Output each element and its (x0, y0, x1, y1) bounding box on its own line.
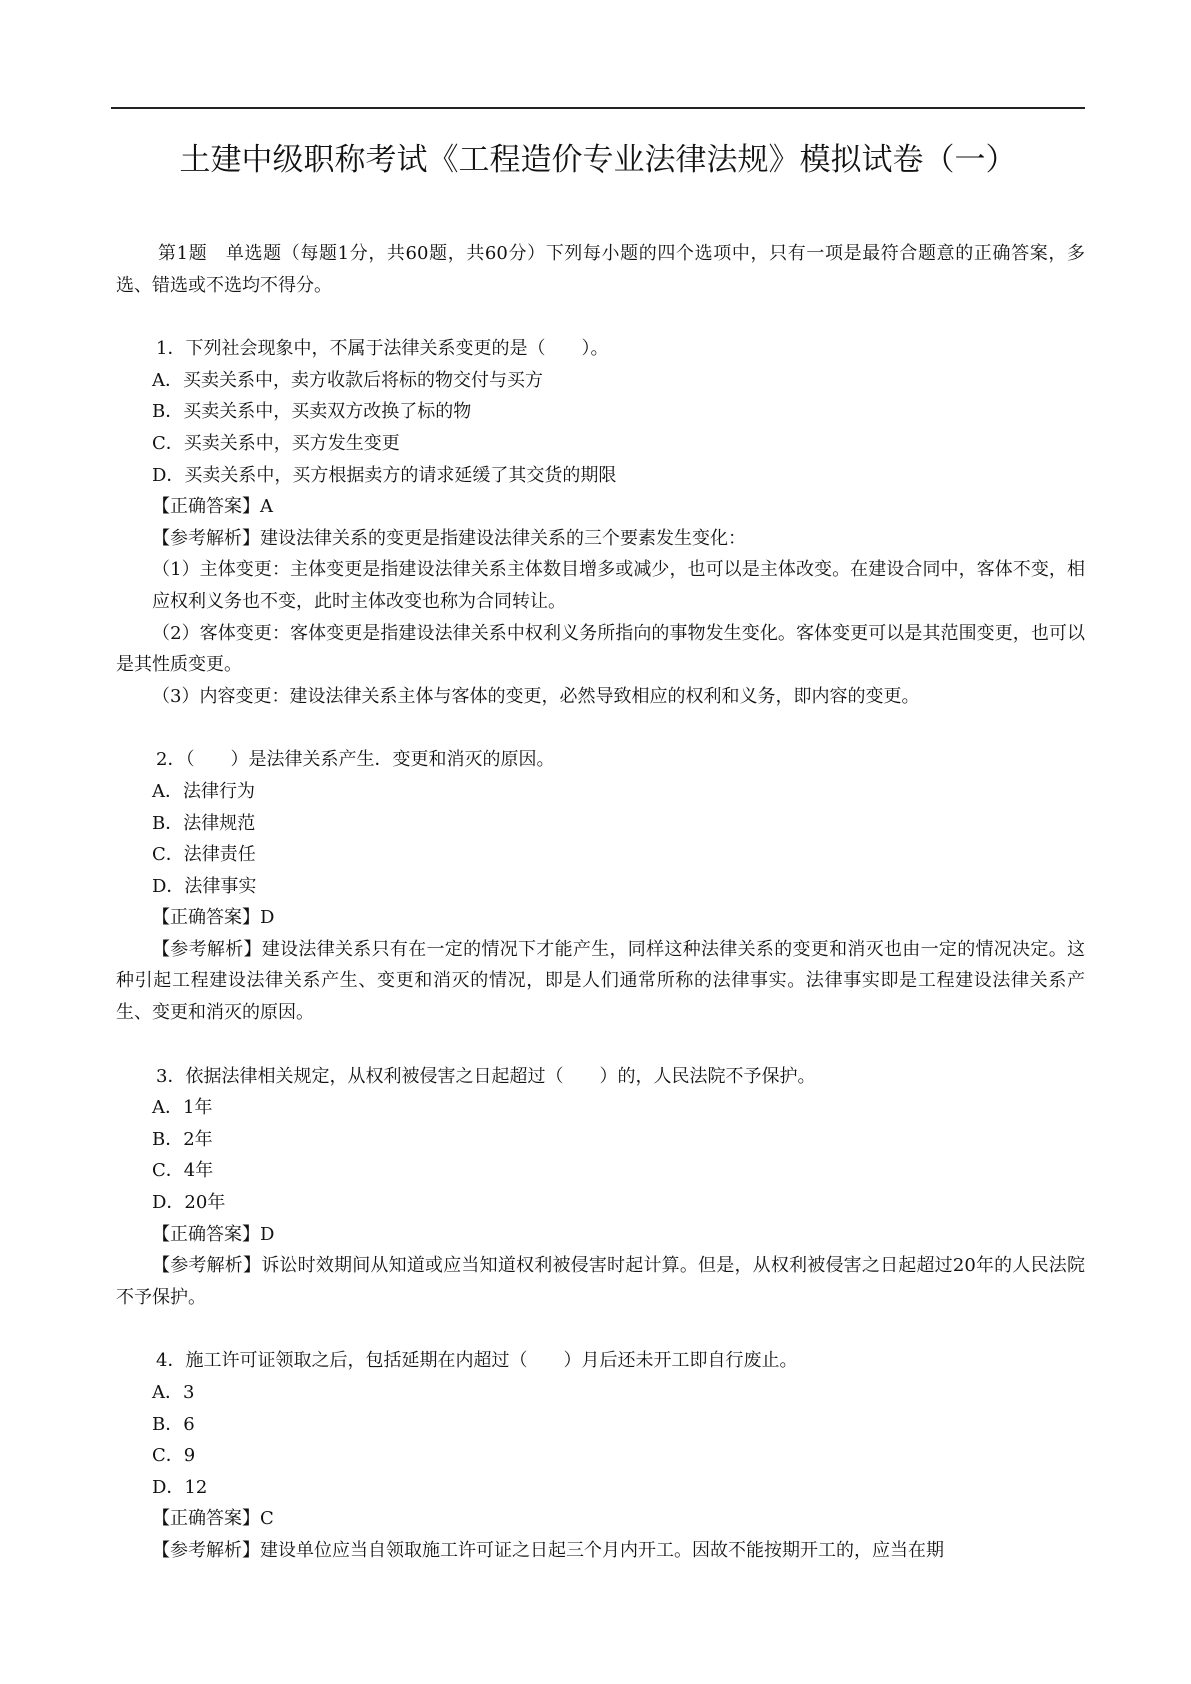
option-a: A．买卖关系中，卖方收款后将标的物交付与买方 (152, 369, 543, 391)
option-c: C．买卖关系中，买方发生变更 (152, 432, 400, 454)
option-d: D．20年 (152, 1192, 226, 1214)
analysis-heading: 【参考解析】建设法律关系的变更是指建设法律关系的三个要素发生变化： (152, 527, 746, 549)
option-a: A．3 (152, 1382, 195, 1403)
question-stem: 1．下列社会现象中，不属于法律关系变更的是（ ）。 (156, 338, 609, 360)
correct-answer: 【正确答案】D (152, 1223, 275, 1245)
option-c: C．9 (152, 1445, 196, 1467)
analysis-point-2: （2）客体变更：客体变更是指建设法律关系中权利义务所指向的事物发生变化。客体变更可以是其范围变更，也可以是其性质变更。 (116, 622, 1085, 676)
analysis-point-1: （1）主体变更：主体变更是指建设法律关系主体数目增多或减少，也可以是主体改变。在建设合同中，客体不变，相应权利义务也不变，此时主体改变也称为合同转让。 (152, 559, 1085, 612)
option-d: D．法律事实 (152, 875, 257, 897)
option-d: D．买卖关系中，买方根据卖方的请求延缓了其交货的期限 (152, 464, 617, 486)
option-b: B．2年 (152, 1128, 213, 1150)
analysis-point-3: （3）内容变更：建设法律关系主体与客体的变更，必然导致相应的权利和义务，即内容的变更。 (152, 685, 920, 707)
analysis-text: 【参考解析】建设单位应当自领取施工许可证之日起三个月内开工。因故不能按期开工的，应当在期 (152, 1539, 944, 1561)
exam-content (116, 238, 1085, 1567)
question-stem: 2．（ ）是法律关系产生．变更和消灭的原因。 (156, 749, 555, 771)
section-instructions: 第1题 单选题（每题1分，共60题，共60分）下列每小题的四个选项中，只有一项是最符合题意的正确答案，多选、错选或不选均不得分。 (116, 243, 1085, 296)
option-c: C．法律责任 (152, 844, 256, 866)
analysis-text: 【参考解析】诉讼时效期间从知道或应当知道权利被侵害时起计算。但是，从权利被侵害之日起超过20年的人民法院不予保护。 (116, 1255, 1085, 1308)
option-a: A．法律行为 (152, 780, 255, 802)
question-stem: 4．施工许可证领取之后，包括延期在内超过（ ）月后还未开工即自行废止。 (156, 1350, 798, 1372)
option-b: B．法律规范 (152, 812, 256, 834)
question-3 (116, 1061, 1085, 1314)
question-1 (116, 333, 1085, 712)
header-rule (111, 107, 1085, 109)
option-b: B．买卖关系中，买卖双方改换了标的物 (152, 401, 472, 423)
question-2 (116, 744, 1085, 1028)
option-c: C．4年 (152, 1160, 214, 1182)
question-stem: 3．依据法律相关规定，从权利被侵害之日起超过（ ）的，人民法院不予保护。 (156, 1065, 816, 1087)
analysis-text: 【参考解析】建设法律关系只有在一定的情况下才能产生，同样这种法律关系的变更和消灭也由一定的情况决定。这种引起工程建设法律关系产生、变更和消灭的情况，即是人们通常所称的法律事实。法律事实即是工程建设法律关系产生、变更和消灭的原因。 (116, 938, 1085, 1024)
option-b: B．6 (152, 1413, 195, 1435)
document-title: 土建中级职称考试《工程造价专业法律法规》模拟试卷（一） (179, 142, 1017, 178)
option-d: D．12 (152, 1476, 208, 1498)
correct-answer: 【正确答案】C (152, 1508, 274, 1530)
correct-answer: 【正确答案】A (152, 496, 273, 518)
question-4 (116, 1345, 1085, 1566)
correct-answer: 【正确答案】D (152, 907, 275, 929)
option-a: A．1年 (152, 1097, 213, 1119)
